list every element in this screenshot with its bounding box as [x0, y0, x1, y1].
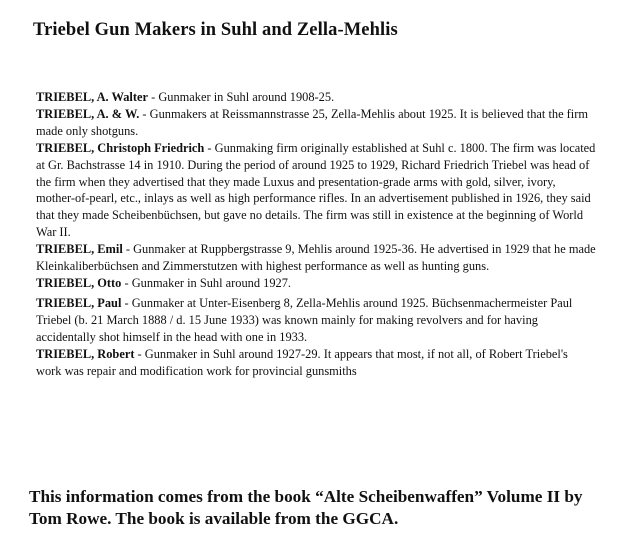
entry-robert [36, 346, 596, 380]
entry-text: - Gunmaker in Suhl around 1927. [121, 275, 292, 290]
entry-a-and-w [36, 106, 596, 140]
entry-name: TRIEBEL, Robert [36, 346, 135, 361]
entry-text: - Gunmaker at Unter-Eisenberg 8, Zella-Mehlis around 1925. Büchsenmachermeister Paul Triebel (b. 21 March 1888 / d. 15 June 1933) was known mainly for making revolvers and for having accidentally shot himself in the head with one in 1933. [36, 295, 573, 344]
entry-name: TRIEBEL, A. Walter [36, 90, 148, 104]
entry-text: - Gunmaker in Suhl around 1927-29. It appears that most, if not all, of Robert Triebel's work was repair and modification work for provincial gunsmiths [36, 346, 568, 378]
entry-emil [36, 241, 596, 275]
entry-christoph-friedrich [36, 140, 596, 241]
entry-a-walter [36, 89, 596, 106]
entry-text: - Gunmaking firm originally established at Suhl c. 1800. The firm was located at Gr. Bachstrasse 14 in 1910. During the period of around 1925 to 1929, Richard Friedrich Triebel was head of the firm when they advertised that they made Luxus and presentation-grade arms with gold, silver, ivory, mother-of-pearl, etc., inlays as well as high performance rifles. In an advertisement published in 1926, they said that they made Scheibenbüchsen, but gave no details. The firm was still in existence at the beginning of World War II. [36, 140, 596, 240]
source-note: This information comes from the book “Alte Scheibenwaffen” Volume II by Tom Rowe. The book is available from the GGCA. [29, 487, 583, 528]
entry-text: - Gunmaker at Ruppbergstrasse 9, Mehlis around 1925-36. He advertised in 1929 that he made Kleinkaliberbüchsen and Zimmerstutzen with highest performance as well as hunting guns. [36, 242, 596, 274]
entry-name: TRIEBEL, A. & W. [36, 106, 140, 121]
entry-name: TRIEBEL, Otto [36, 275, 122, 290]
entry-name: TRIEBEL, Paul [36, 295, 122, 310]
entry-name: TRIEBEL, Christoph Friedrich [36, 140, 205, 155]
entry-text: - Gunmakers at Reissmannstrasse 25, Zella-Mehlis about 1925. It is believed that the firm made only shotguns. [36, 106, 589, 138]
entry-paul [36, 295, 596, 346]
page-title: Triebel Gun Makers in Suhl and Zella-Mehlis [33, 20, 398, 40]
entry-list [36, 89, 596, 379]
entry-name: TRIEBEL, Emil [36, 242, 123, 257]
entry-text: - Gunmaker in Suhl around 1908-25. [148, 90, 335, 104]
entry-otto [36, 275, 596, 292]
